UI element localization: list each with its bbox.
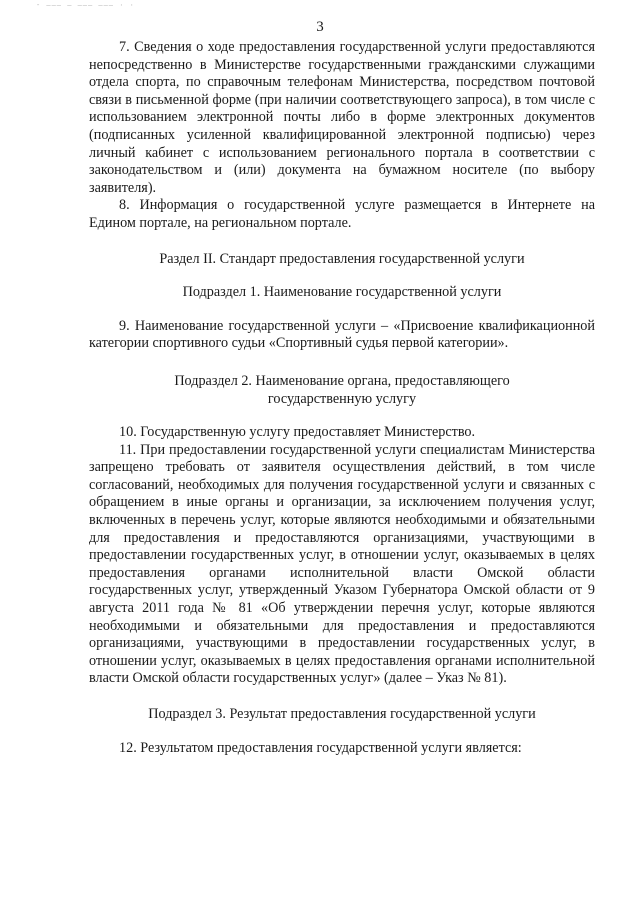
subsection-2-heading-line-2: государственную услугу xyxy=(267,390,417,407)
page-number: 3 xyxy=(316,19,324,35)
document-body xyxy=(89,39,595,757)
paragraph-9: 9. Наименование государственной услуги – «Присвоение квалификационной категории спортивного судьи «Спортивный судья первой категории». xyxy=(89,317,595,352)
subsection-3-heading: Подраздел 3. Результат предоставления государственной услуги xyxy=(148,706,536,722)
section-2-heading: Раздел II. Стандарт предоставления государственной услуги xyxy=(159,250,525,267)
scan-header-marks: - ——— — ——— ——— · · xyxy=(36,2,135,10)
subsection-2-heading-line-1: Подраздел 2. Наименование органа, предоставляющего xyxy=(174,372,510,389)
paragraph-8: 8. Информация о государственной услуге размещается в Интернете на Едином портале, на региональном портале. xyxy=(89,197,595,231)
paragraph-7: 7. Сведения о ходе предоставления государственной услуги предоставляются непосредственно в Министерстве государственными гражданскими служащими отдела спорта, по справочным телефонам Министерства, посредством почтовой связи в письменной форме (при наличии соответствующего запроса), в том числе с использованием электронной почты либо в форме электронных документов (подписанных усиленной квалифицированной электронной подписью) через личный кабинет с использованием регионального портала в соответствии с законодательством и (или) документа на бумажном носителе (по выбору заявителя). xyxy=(89,39,595,196)
paragraph-11: 11. При предоставлении государственной услуги специалистам Министерства запрещено требовать от заявителя осуществления действий, в том числе согласований, необходимых для получения государственной услуги и связанных с обращением в иные органы и организации, за исключением получения услуг, включенных в перечень услуг, которые являются необходимыми и обязательными для предоставления и предоставляются организациями, участвующими в предоставлении государственных услуг, в отношении услуг, оказываемых в целях предоставления органами исполнительной власти Омской области государственных услуг, утвержденный Указом Губернатора Омской области от 9 августа 2011 года № 81 «Об утверждении перечня услуг, которые являются необходимыми и обязательными для предоставления и предоставляются организациями, участвующими в предоставлении государственных услуг, в отношении услуг, оказываемых в целях предоставления органами исполнительной власти Омской области государственных услуг» (далее – Указ № 81). xyxy=(89,441,595,687)
paragraph-10: 10. Государственную услугу предоставляет Министерство. xyxy=(119,424,476,441)
subsection-1-heading: Подраздел 1. Наименование государственной услуги xyxy=(182,284,502,301)
paragraph-12: 12. Результатом предоставления государственной услуги является: xyxy=(119,739,522,756)
